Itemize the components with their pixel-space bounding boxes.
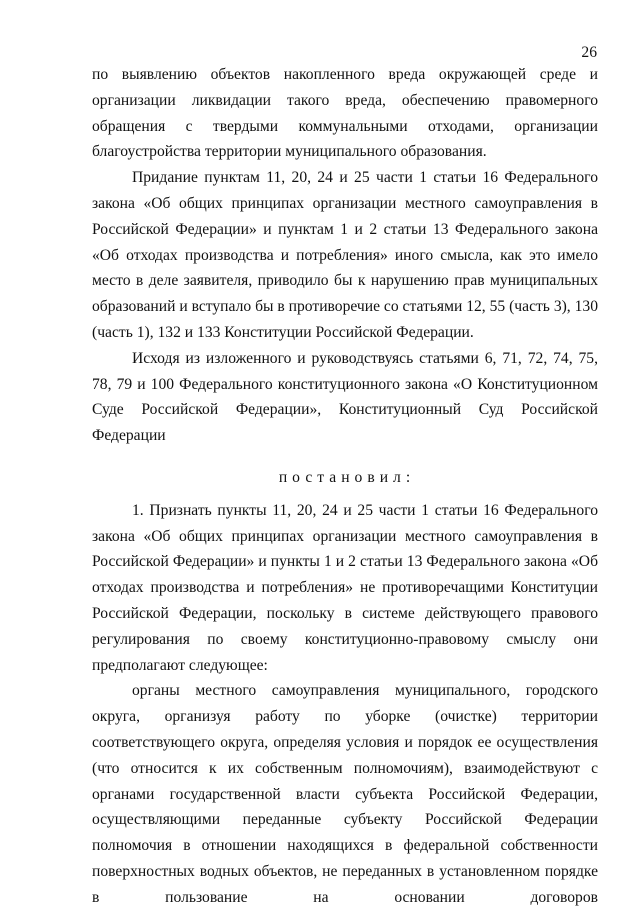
document-body bbox=[92, 62, 598, 911]
decree-heading: постановил: bbox=[278, 468, 416, 486]
paragraph-interpretation: Придание пунктам 11, 20, 24 и 25 части 1 статьи 16 Федерального закона «Об общих принципах организации местного самоуправления в Российской Федерации» и пунктам 1 и 2 статьи 13 Федерального закона «Об отходах производства и потребления» иного смысла, как это имело место в деле заявителя, приводило бы к нарушению прав муниципальных образований и вступало бы в противоречие со статьями 12, 55 (часть 3), 130 (часть 1), 132 и 133 Конституции Российской Федерации. bbox=[92, 169, 598, 341]
decree-item-1-detail: органы местного самоуправления муниципального, городского округа, организуя работу по уборке (очистке) территории соответствующего округа, определяя условия и порядок ее осуществления (что относится к их собственным полномочиям), взаимодействуют с органами государственной власти субъекта Российской Федерации, осуществляющими переданные субъекту Российской Федерации полномочия в отношении находящихся в федеральной собственности поверхностных водных объектов, не переданных в установленном порядке в пользование на основании договоров bbox=[92, 682, 598, 906]
paragraph-continuation: по выявлению объектов накопленного вреда окружающей среде и организации ликвидации такого вреда, обеспечению правомерного обращения с твердыми коммунальными отходами, организации благоустройства территории муниципального образования. bbox=[92, 66, 598, 161]
paragraph-grounds: Исходя из изложенного и руководствуясь статьями 6, 71, 72, 74, 75, 78, 79 и 100 Федерального конституционного закона «О Конституционном Суде Российской Федерации», Конституционный Суд Российской Федерации bbox=[92, 349, 598, 445]
page-number: 26 bbox=[581, 44, 597, 61]
decree-item-1: 1. Признать пункты 11, 20, 24 и 25 части 1 статьи 16 Федерального закона «Об общих принципах организации местного самоуправления в Российской Федерации» и пункты 1 и 2 статьи 13 Федерального закона «Об отходах производства и потребления» не противоречащими Конституции Российской Федерации, поскольку в системе действующего правового регулирования по своему конституционно-правовому смыслу они предполагают следующее: bbox=[92, 501, 598, 674]
